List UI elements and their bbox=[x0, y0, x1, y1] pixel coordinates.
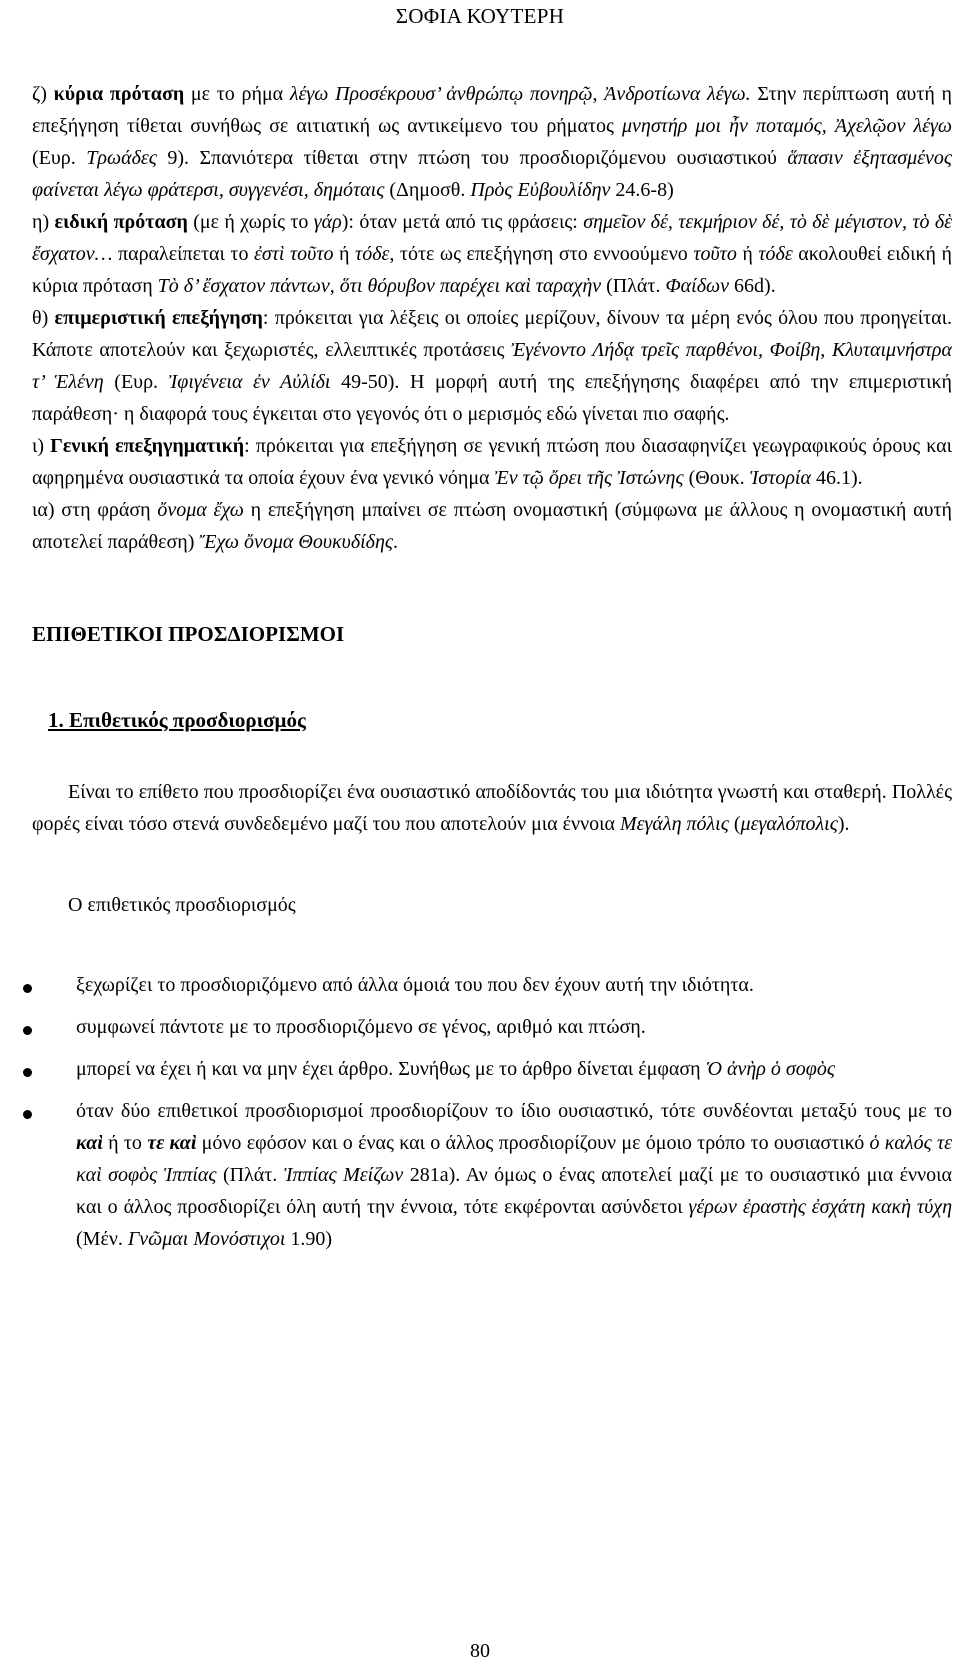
section-heading: ΕΠΙΘΕΤΙΚΟΙ ΠΡΟΣΔΙΟΡΙΣΜΟΙ bbox=[32, 622, 345, 646]
definition-paragraph bbox=[32, 776, 952, 840]
text: ). bbox=[837, 813, 850, 835]
example: σημεῖον δέ, τεκμήριον δέ, τὸ δὲ μέγιστον, τὸ δὲ ἔσχατον… bbox=[32, 211, 953, 265]
text: Στην περίπτωση αυτή η επεξήγηση τίθεται συνήθως σε αιτιατική ως αντικείμενο του ρήματος bbox=[32, 83, 952, 137]
list-item-text: συμφωνεί πάντοτε με το προσδιοριζόμενο σε γένος, αριθμό και πτώση. bbox=[76, 1016, 646, 1038]
text: παραλείπεται το bbox=[112, 243, 255, 265]
source-title: Ἱστορία bbox=[749, 467, 811, 489]
bullet-icon bbox=[23, 1068, 32, 1077]
text: (Δημοσθ. bbox=[384, 179, 471, 201]
example: Ἐν τῷ ὄρει τῆς Ἰστώνης bbox=[494, 467, 684, 489]
running-header: ΣΟΦΙΑ ΚΟΥΤΕΡΗ bbox=[395, 4, 565, 28]
text: στη φράση bbox=[54, 499, 158, 521]
text: με το ρήμα bbox=[184, 83, 290, 105]
text: 24.6-8) bbox=[610, 179, 674, 201]
list-item-text bbox=[32, 1053, 952, 1085]
bullet-icon bbox=[23, 984, 32, 993]
item-label: θ) bbox=[32, 307, 49, 329]
text: (Πλάτ. bbox=[601, 275, 666, 297]
text: (Πλάτ. bbox=[216, 1164, 284, 1186]
source-title: Πρὸς Εὐβουλίδην bbox=[470, 179, 611, 201]
list-item bbox=[32, 969, 952, 1001]
greek-word: τόδε bbox=[758, 243, 793, 265]
text: ): όταν μετά από τις φράσεις: bbox=[341, 211, 584, 233]
text: ή το bbox=[102, 1132, 148, 1154]
greek-word: καὶ bbox=[76, 1132, 103, 1154]
text: 281a). Αν όμως ο ένας αποτελεί μαζί με το ουσιαστικό μια έννοια και ο άλλος προσδιορίζει όλη αυτή την έννοια, τότε εκφέρονται ασύνδετοι bbox=[76, 1164, 953, 1218]
item-label: ι) bbox=[32, 435, 45, 457]
source-title: Τρωάδες bbox=[86, 147, 157, 169]
term: κύρια πρόταση bbox=[53, 83, 185, 105]
term: επιμεριστική επεξήγηση bbox=[54, 307, 263, 329]
list-item bbox=[32, 1095, 952, 1255]
page-number: 80 bbox=[470, 1640, 490, 1662]
term: Γενική επεξηγηματική bbox=[50, 435, 245, 457]
source-title: Φαίδων bbox=[665, 275, 730, 297]
list-item bbox=[32, 1011, 952, 1043]
example: Ἐγένοντο Λήδᾳ τρεῖς παρθένοι, Φοίβη, Κλυταιμνήστρα τ’ Ἑλένη bbox=[32, 339, 952, 393]
text: (Θουκ. bbox=[683, 467, 750, 489]
example: Τὸ δ’ ἔσχατον πάντων, ὅτι θόρυβον παρέχει καὶ ταραχὴν bbox=[157, 275, 602, 297]
term: ειδική πρόταση bbox=[54, 211, 188, 233]
text: 66d). bbox=[729, 275, 776, 297]
example: Μεγάλη πόλις bbox=[620, 813, 729, 835]
item-label: ζ) bbox=[32, 83, 47, 105]
greek-word: τε καὶ bbox=[147, 1132, 197, 1154]
example: Ἔχω ὄνομα Θουκυδίδης bbox=[199, 531, 394, 553]
list-intro: Ο επιθετικός προσδιορισμός bbox=[68, 894, 296, 916]
text: (Ευρ. bbox=[103, 371, 169, 393]
paragraph-iota bbox=[32, 430, 952, 494]
source-title: Ἱππίας Μείζων bbox=[283, 1164, 404, 1186]
bullet-icon bbox=[23, 1026, 32, 1035]
text: (Μέν. bbox=[76, 1228, 128, 1250]
example: γέρων ἐραστὴς ἐσχάτη κακὴ τύχη bbox=[688, 1196, 952, 1218]
item-label: ια) bbox=[32, 499, 55, 521]
text: 49-50). Η μορφή αυτή της επεξήγησης διαφέρει από την επιμεριστική παράθεση· η διαφορά τους έγκειται στο γεγονός ότι ο μερισμός εδώ γίνεται πιο σαφής. bbox=[32, 371, 952, 425]
greek-phrase: ὄνομα ἔχω bbox=[157, 499, 244, 521]
text: 9). Σπανιότερα τίθεται στην πτώση του προσδιοριζόμενου ουσιαστικού bbox=[156, 147, 788, 169]
subsection-heading: 1. Επιθετικός προσδιορισμός bbox=[48, 708, 306, 732]
text: 1.90) bbox=[285, 1228, 333, 1250]
paragraph-theta bbox=[32, 302, 952, 430]
text: ( bbox=[728, 813, 741, 835]
example: Ὁ ἀνὴρ ὁ σοφὸς bbox=[705, 1058, 835, 1080]
text: ή bbox=[736, 243, 759, 265]
text: μόνο εφόσον και ο ένας και ο άλλος προσδιορίζουν με όμοιο τρόπο το ουσιαστικό bbox=[196, 1132, 870, 1154]
text: ακολουθεί ειδική ή κύρια πρόταση bbox=[32, 243, 952, 297]
source-title: Γνῶμαι Μονόστιχοι bbox=[127, 1228, 286, 1250]
list-item bbox=[32, 1053, 952, 1085]
text: (με ή χωρίς το bbox=[187, 211, 314, 233]
example: λέγω Προσέκρουσ’ ἀνθρώπῳ πονηρῷ, Ἀνδροτίωνα λέγω. bbox=[289, 83, 751, 105]
text: , τότε ως επεξήγηση στο εννοούμενο bbox=[389, 243, 694, 265]
text: : πρόκειται για λέξεις οι οποίες μερίζουν, δίνουν τα μέρη ενός όλου που προηγείται. Κάποτε αποτελούν και ξεχωριστές, ελλειπτικές προτάσεις bbox=[32, 307, 952, 361]
text: : πρόκειται για επεξήγηση σε γενική πτώση που διασαφηνίζει γεωγραφικούς όρους και αφηρημένα ουσιαστικά τα οποία έχουν ένα γενικό νόημα bbox=[32, 435, 953, 489]
example: μεγαλόπολις bbox=[740, 813, 838, 835]
greek-word: ἐστὶ τοῦτο bbox=[254, 243, 334, 265]
item-label: η) bbox=[32, 211, 50, 233]
text: ή bbox=[333, 243, 356, 265]
list-item-text: ξεχωρίζει το προσδιοριζόμενο από άλλα όμοιά του που δεν έχουν αυτή την ιδιότητα. bbox=[76, 974, 754, 996]
greek-word: τόδε bbox=[355, 243, 390, 265]
text: Είναι το επίθετο που προσδιορίζει ένα ουσιαστικό αποδίδοντάς του μια ιδιότητα γνωστή και σταθερή. Πολλές φορές είναι τόσο στενά συνδεδεμένο μαζί του που αποτελούν μια έννοια bbox=[32, 781, 952, 835]
properties-list bbox=[32, 969, 952, 1255]
bullet-icon bbox=[23, 1110, 32, 1119]
paragraph-iota-alpha bbox=[32, 494, 952, 558]
text: . bbox=[393, 531, 399, 553]
list-item-text bbox=[32, 1095, 952, 1255]
example: μνηστήρ μοι ἦν ποταμός, Ἀχελῷον λέγω bbox=[621, 115, 952, 137]
greek-word: γάρ bbox=[313, 211, 342, 233]
page-body bbox=[32, 78, 952, 1265]
example: ἅπασιν ἐξητασμένος φαίνεται λέγω φράτερσι, συγγενέσι, δημόταις bbox=[32, 147, 952, 201]
text: (Ευρ. bbox=[32, 147, 87, 169]
text: η επεξήγηση μπαίνει σε πτώση ονομαστική (σύμφωνα με άλλους η ονομαστική αυτή αποτελεί παράθεση) bbox=[32, 499, 952, 553]
source-title: Ἰφιγένεια ἐν Αὐλίδι bbox=[168, 371, 331, 393]
text: όταν δύο επιθετικοί προσδιορισμοί προσδιορίζουν το ίδιο ουσιαστικό, τότε συνδέονται μεταξύ τους με το bbox=[76, 1100, 952, 1122]
text: μπορεί να έχει ή και να μην έχει άρθρο. Συνήθως με το άρθρο δίνεται έμφαση bbox=[76, 1058, 706, 1080]
paragraph-zeta bbox=[32, 78, 952, 206]
example: ὁ καλός τε καὶ σοφὸς Ἱππίας bbox=[76, 1132, 953, 1186]
paragraph-eta bbox=[32, 206, 952, 302]
greek-word: τοῦτο bbox=[693, 243, 737, 265]
text: 46.1). bbox=[810, 467, 863, 489]
